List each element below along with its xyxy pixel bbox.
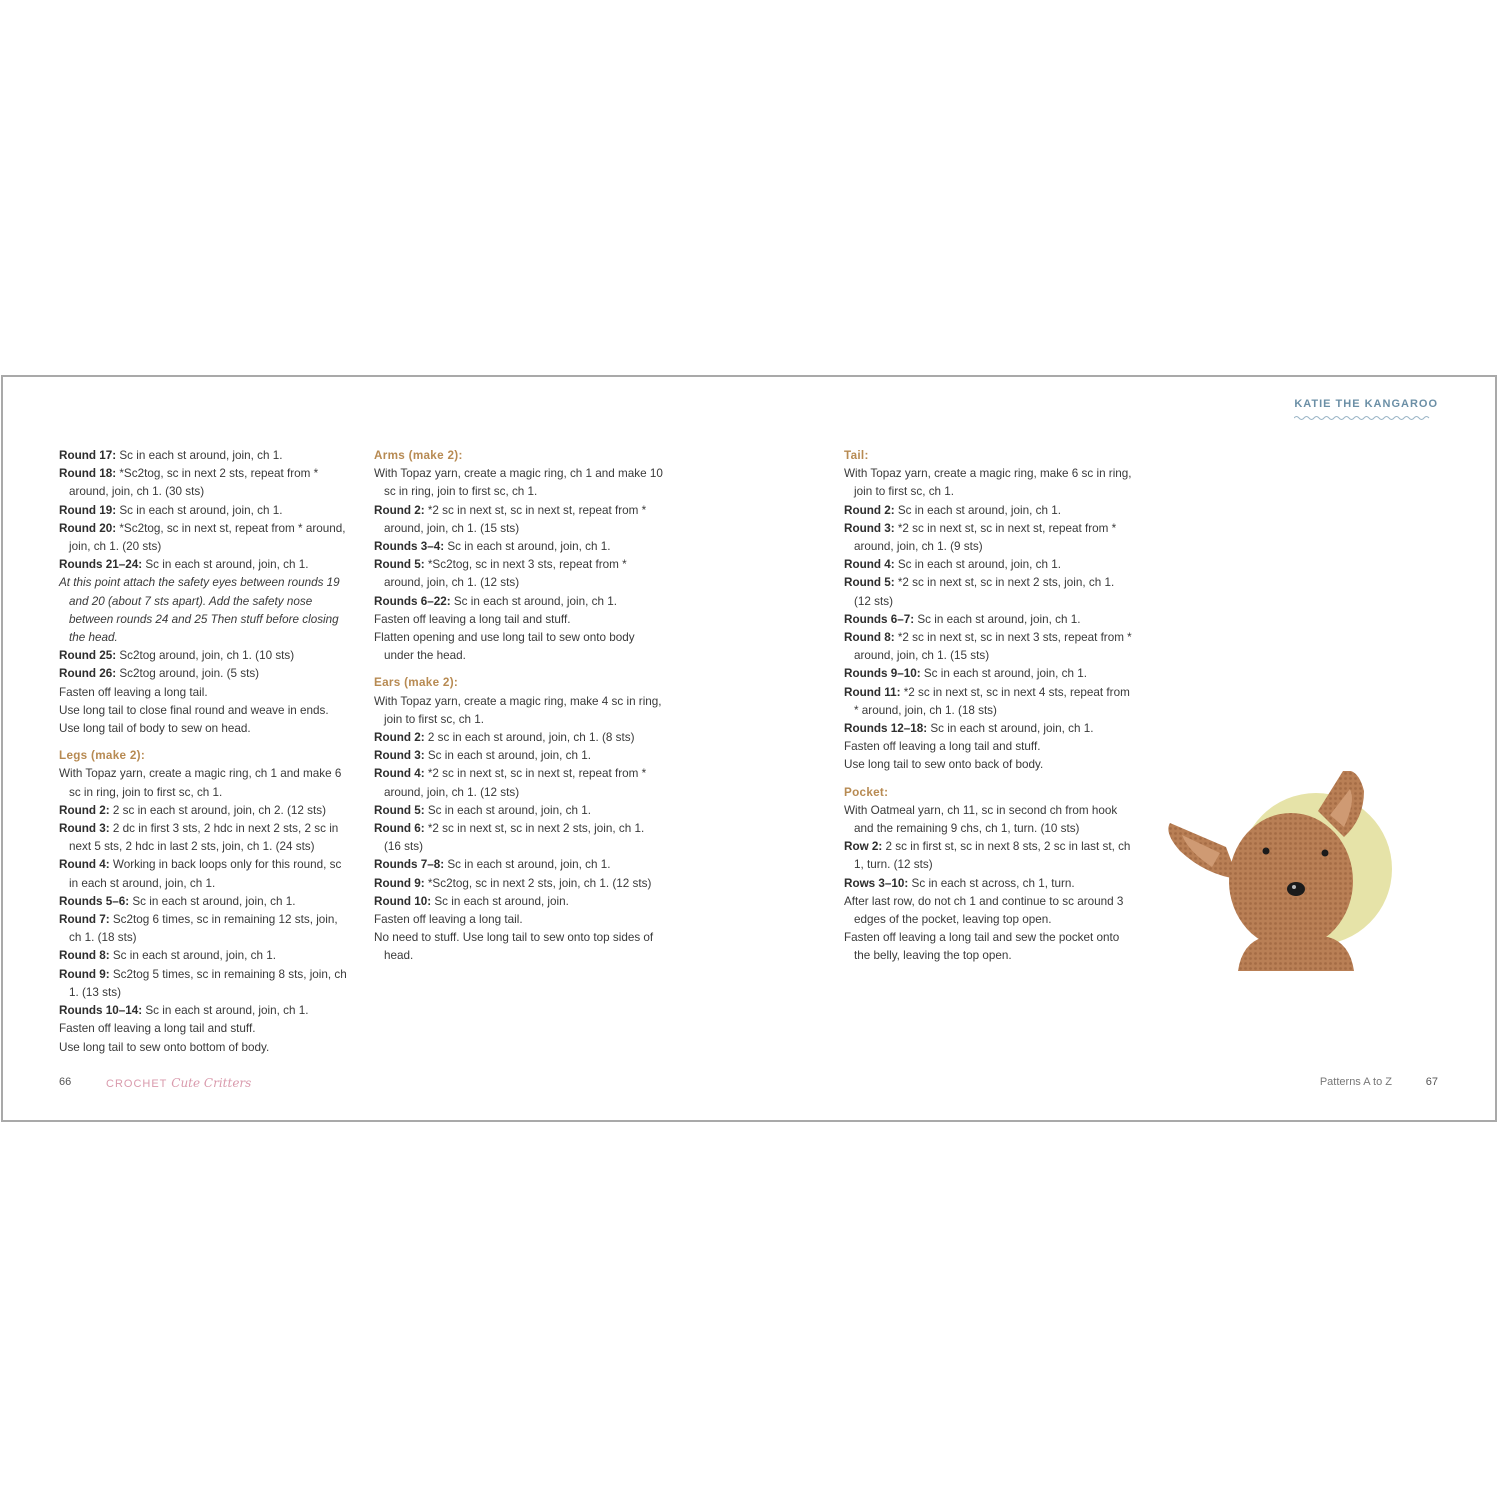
instruction-line [59,1039,349,1057]
instruction-line [59,520,349,556]
right-page-number: 67 [1425,1076,1438,1088]
instruction-text: Sc in each st around, join, ch 1. [424,803,591,817]
instruction-label: Rounds 5–6: [59,894,130,908]
instruction-text: *Sc2tog, sc in next 2 sts, repeat from * around, join, ch 1. (30 sts) [69,467,319,499]
instruction-label: Rounds 6–22: [374,594,451,608]
instruction-line [844,611,1134,629]
book-brand [106,1076,251,1090]
section-title-ears: Ears (make 2): [374,676,459,690]
instruction-line [59,947,349,965]
instruction-line [59,893,349,911]
instruction-line [844,629,1134,665]
instruction-text: Fasten off leaving a long tail. [374,913,523,927]
ears-instructions [374,693,664,966]
instruction-text: *Sc2tog, sc in next st, repeat from * around, join, ch 1. (20 sts) [69,521,346,554]
instruction-line [844,465,1134,501]
instruction-line [59,856,349,892]
instruction-line [59,720,349,738]
instruction-text: *2 sc in next st, sc in next st, repeat from * around, join, ch 1. (9 sts) [854,521,1117,554]
instruction-line [59,447,349,465]
instruction-text: *2 sc in next st, sc in next 4 sts, repeat from * around, join, ch 1. (18 sts) [854,685,1130,717]
instruction-text: With Topaz yarn, create a magic ring, make 4 sc in ring, join to first sc, ch 1. [374,694,662,726]
instruction-text: Sc in each st around, join, ch 1. [109,949,276,963]
instruction-label: Rounds 12–18: [844,722,928,736]
instruction-line [59,702,349,720]
instruction-line [844,802,1134,838]
instruction-line [59,966,349,1002]
instruction-label: Round 4: [59,858,110,872]
instruction-line [844,738,1134,756]
instruction-line [374,802,664,820]
instruction-line [844,838,1134,874]
instruction-line [374,747,664,765]
instruction-line [844,720,1134,738]
instruction-line [374,820,664,856]
brand-word: CROCHET [106,1078,168,1090]
instruction-line [374,593,664,611]
instruction-line [844,665,1134,683]
instruction-text: Fasten off leaving a long tail and stuff. [59,1022,256,1036]
instruction-text: Sc in each st around, join, ch 1. [116,449,283,462]
instruction-text: 2 sc in each st around, join, ch 2. (12 sts) [109,803,326,817]
instruction-text: Sc in each st around, join. [431,894,569,908]
instruction-line [374,629,664,665]
instruction-label: Round 4: [844,558,895,572]
instruction-label: Rounds 9–10: [844,667,921,681]
instruction-line [374,875,664,893]
column-left [59,447,349,1057]
instruction-line [374,502,664,538]
instruction-text: Sc2tog 6 times, sc in remaining 12 sts, join, ch 1. (18 sts) [69,913,338,945]
instruction-label: Round 2: [844,503,895,517]
instruction-line [844,756,1134,774]
section-label-footer: Patterns A to Z [1319,1076,1392,1088]
instruction-label: Round 25: [59,649,117,663]
instruction-label: Round 10: [374,894,432,908]
instruction-line [374,611,664,629]
instruction-label: Round 2: [374,503,425,517]
instruction-line [844,556,1134,574]
instruction-line [374,929,664,965]
instruction-text: *Sc2tog, sc in next 2 sts, join, ch 1. (12 sts) [424,876,652,890]
tail-instructions [844,465,1134,774]
instruction-label: Round 9: [374,876,425,890]
instruction-label: Round 5: [844,576,895,590]
instruction-label: Round 2: [374,731,425,745]
instruction-text: Sc in each st around, join, ch 1. [129,894,296,908]
instruction-text: With Topaz yarn, create a magic ring, ch 1 and make 6 sc in ring, join to first sc, ch 1. [59,767,342,799]
instruction-label: Round 2: [59,803,110,817]
instruction-text: Sc in each st around, join, ch 1. [424,749,591,763]
instruction-line [374,465,664,501]
instruction-text: Sc in each st around, join, ch 1. [116,503,283,517]
instruction-text: Fasten off leaving a long tail and stuff. [844,740,1041,754]
instruction-text: *2 sc in next st, sc in next 2 sts, join, ch 1. (16 sts) [384,822,645,854]
section-title-legs: Legs (make 2): [59,749,146,763]
instruction-line [844,574,1134,610]
instruction-text: Sc in each st around, join, ch 1. [920,667,1087,681]
instruction-line [374,765,664,801]
instruction-line [59,765,349,801]
instruction-label: Rounds 3–4: [374,540,445,554]
instruction-line [59,647,349,665]
instruction-line [844,684,1134,720]
instruction-line [374,538,664,556]
instruction-label: Round 3: [844,521,895,535]
instruction-label: Round 8: [59,949,110,963]
instruction-label: Rounds 7–8: [374,858,445,872]
section-title-pocket: Pocket: [844,785,889,799]
header-title: KATIE THE KANGAROO [1294,398,1438,410]
instruction-text: Sc in each st around, join, ch 1. [444,858,611,872]
instruction-text: 2 dc in first 3 sts, 2 hdc in next 2 sts, 2 sc in next 5 sts, 2 hdc in last 2 sts, join, ch 1. (24 sts) [69,822,339,854]
section-title-tail: Tail: [844,449,869,462]
instruction-line [374,893,664,911]
instruction-line [374,556,664,592]
instruction-text: *2 sc in next st, sc in next st, repeat from * around, join, ch 1. (12 sts) [384,767,647,799]
instruction-text: Sc in each st around, join, ch 1. [894,503,1061,517]
instruction-label: Round 6: [374,822,425,836]
instruction-line [374,911,664,929]
instruction-label: Round 18: [59,467,117,481]
instruction-label: Round 19: [59,503,117,517]
instruction-text: Sc2tog around, join, ch 1. (10 sts) [116,649,295,663]
instruction-line [374,693,664,729]
instruction-text: With Topaz yarn, create a magic ring, ch 1 and make 10 sc in ring, join to first sc, ch 1. [374,467,663,499]
instruction-text: *2 sc in next st, sc in next st, repeat from * around, join, ch 1. (15 sts) [384,503,647,535]
safety-eyes-note: At this point attach the safety eyes between rounds 19 and 20 (about 7 sts apart). Add the safety nose between rounds 24 and 25 Then stuff before closing the head. [59,576,340,645]
left-page-number: 66 [59,1076,72,1088]
instruction-label: Rounds 21–24: [59,558,143,572]
pocket-instructions [844,802,1134,966]
instruction-text: Use long tail to sew onto back of body. [844,758,1044,772]
instruction-line [59,1020,349,1038]
instruction-label: Rounds 6–7: [844,612,915,626]
instruction-label: Rounds 10–14: [59,1004,143,1018]
instruction-text: Use long tail to close final round and weave in ends. [59,703,329,717]
running-header [1294,398,1438,421]
instruction-label: Round 8: [844,631,895,645]
column-right [844,447,1134,966]
instruction-text: *2 sc in next st, sc in next 3 sts, repeat from * around, join, ch 1. (15 sts) [854,631,1132,663]
instruction-text: 2 sc in each st around, join, ch 1. (8 sts) [424,731,635,745]
wave-rule-icon [1294,415,1430,421]
instruction-line [59,911,349,947]
instruction-text: Use long tail of body to sew on head. [59,722,251,736]
instruction-label: Rows 3–10: [844,876,909,890]
instruction-line [59,502,349,520]
instruction-text: With Topaz yarn, create a magic ring, make 6 sc in ring, join to first sc, ch 1. [844,467,1132,499]
instruction-label: Round 11: [844,685,901,699]
instruction-line [844,893,1134,929]
instruction-label: Round 3: [374,749,425,763]
instruction-text: *2 sc in next st, sc in next 2 sts, join, ch 1. (12 sts) [854,576,1115,608]
instruction-text: Sc in each st around, join, ch 1. [142,1004,309,1018]
instruction-label: Round 5: [374,803,425,817]
instruction-text: Sc in each st around, join, ch 1. [450,594,617,608]
instruction-label: Row 2: [844,840,883,854]
instruction-text: Fasten off leaving a long tail. [59,685,208,699]
instruction-text: Sc in each st around, join, ch 1. [927,722,1094,736]
instruction-text: Sc in each st across, ch 1, turn. [908,876,1075,890]
instruction-label: Round 4: [374,767,425,781]
head-finish [59,647,349,738]
instruction-text: 2 sc in first st, sc in next 8 sts, 2 sc in last st, ch 1, turn. (12 sts) [854,840,1131,872]
instruction-line [59,465,349,501]
instruction-text: Use long tail to sew onto bottom of body. [59,1040,270,1054]
head-rounds [59,447,349,574]
instruction-line [59,802,349,820]
instruction-text: Sc in each st around, join, ch 1. [142,558,309,572]
instruction-line [844,875,1134,893]
instruction-line [374,729,664,747]
kangaroo-head-photo [1168,771,1392,971]
instruction-label: Round 20: [59,521,117,535]
instruction-text: After last row, do not ch 1 and continue to sc around 3 edges of the pocket, leaving top open. [844,894,1124,927]
instruction-line [844,520,1134,556]
instruction-line [59,665,349,683]
instruction-text: *Sc2tog, sc in next 3 sts, repeat from * around, join, ch 1. (12 sts) [384,558,627,590]
instruction-line [844,929,1134,965]
instruction-text: Sc in each st around, join, ch 1. [444,540,611,554]
section-title-arms: Arms (make 2): [374,449,463,462]
instruction-line [59,556,349,574]
instruction-text: Flatten opening and use long tail to sew onto body under the head. [374,631,635,663]
instruction-text: Working in back loops only for this round, sc in each st around, join, ch 1. [69,858,342,890]
legs-instructions [59,765,349,1056]
instruction-label: Round 5: [374,558,425,572]
book-spread [1,375,1497,1122]
instruction-label: Round 9: [59,967,110,981]
instruction-line [59,820,349,856]
arms-instructions [374,465,664,665]
instruction-text: No need to stuff. Use long tail to sew onto top sides of head. [374,931,654,963]
instruction-line [374,856,664,874]
instruction-text: Fasten off leaving a long tail and sew the pocket onto the belly, leaving the top open. [844,931,1120,963]
instruction-label: Round 26: [59,667,117,681]
instruction-text: Sc2tog 5 times, sc in remaining 8 sts, join, ch 1. (13 sts) [69,967,347,999]
instruction-line [59,684,349,702]
instruction-label: Round 7: [59,913,110,927]
instruction-text: Sc in each st around, join, ch 1. [914,612,1081,626]
column-middle [374,447,664,966]
instruction-line [844,502,1134,520]
instruction-line [59,1002,349,1020]
instruction-text: With Oatmeal yarn, ch 11, sc in second ch from hook and the remaining 9 chs, ch 1, turn. (10 sts) [844,803,1118,836]
instruction-text: Sc2tog around, join. (5 sts) [116,667,260,681]
instruction-label: Round 17: [59,449,117,462]
instruction-text: Fasten off leaving a long tail and stuff. [374,612,571,626]
instruction-text: Sc in each st around, join, ch 1. [894,558,1061,572]
instruction-label: Round 3: [59,822,110,836]
brand-script: Cute Critters [171,1076,252,1090]
